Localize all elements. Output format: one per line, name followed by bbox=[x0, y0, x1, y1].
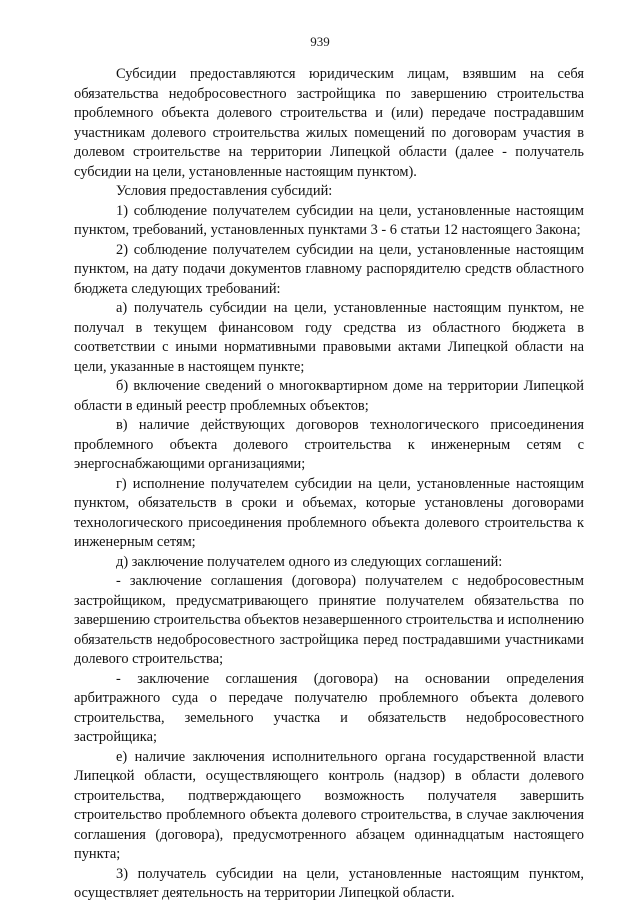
document-body bbox=[74, 65, 584, 904]
paragraph-condition-2: 2) соблюдение получателем субсидии на цели, установленные настоящим пунктом, на дату подачи документов главному распорядителю средств областного бюджета следующих требований: bbox=[74, 241, 584, 297]
paragraph-item-a: а) получатель субсидии на цели, установленные настоящим пунктом, не получал в текущем финансовом году средства из областного бюджета в соответствии с иными нормативными правовыми актами Липецкой области на цели, указанные в настоящем пункте; bbox=[74, 300, 584, 375]
paragraph-item-v: в) наличие действующих договоров технологического присоединения проблемного объекта долевого строительства к инженерным сетям с энергоснабжающими организациями; bbox=[74, 417, 584, 472]
paragraph-item-e: е) наличие заключения исполнительного органа государственной власти Липецкой области, осуществляющего контроль (надзор) в области долевого строительства, подтверждающего возможность получателя завершить строительство проблемного объекта долевого строительства, в случае заключения соглашения (договора), предусмотренного абзацем одиннадцатым настоящего пункта; bbox=[74, 748, 584, 862]
paragraph-conditions-heading: Условия предоставления субсидий: bbox=[116, 183, 333, 199]
paragraph-item-g: г) исполнение получателем субсидии на цели, установленные настоящим пунктом, обязательств в сроки и объемах, которые установлены договорами технологического присоединения проблемного объекта долевого строительства к инженерным сетям; bbox=[74, 475, 584, 550]
paragraph-condition-1: 1) соблюдение получателем субсидии на цели, установленные настоящим пунктом, требований, установленных пунктами 3 - 6 статьи 12 настоящего Закона; bbox=[74, 202, 584, 238]
paragraph-dash-2: - заключение соглашения (договора) на основании определения арбитражного суда о передаче получателю проблемного объекта долевого строительства, земельного участка и обязательств недобросовестного застройщика; bbox=[74, 670, 584, 745]
paragraph-condition-3: 3) получатель субсидии на цели, установленные настоящим пунктом, осуществляет деятельность на территории Липецкой области. bbox=[74, 865, 584, 901]
paragraph-item-d: д) заключение получателем одного из следующих соглашений: bbox=[116, 553, 503, 570]
paragraph-intro: Субсидии предоставляются юридическим лицам, взявшим на себя обязательства недобросовестного застройщика по завершению строительства проблемного объекта долевого строительства и (или) передаче пострадавшим участникам долевого строительства жилых помещений по договорам участия в долевом строительстве на территории Липецкой области (далее - получатель субсидии на цели, установленные настоящим пунктом). bbox=[74, 66, 584, 180]
page-number: 939 bbox=[310, 34, 330, 49]
paragraph-dash-1: - заключение соглашения (договора) получателем с недобросовестным застройщиком, предусматривающего принятие получателем обязательства по завершению строительства объектов незавершенного строительства и исполнению обязательств недобросовестного застройщика перед пострадавшими участниками долевого строительства; bbox=[74, 573, 584, 667]
paragraph-item-b: б) включение сведений о многоквартирном доме на территории Липецкой области в единый реестр проблемных объектов; bbox=[74, 378, 584, 414]
